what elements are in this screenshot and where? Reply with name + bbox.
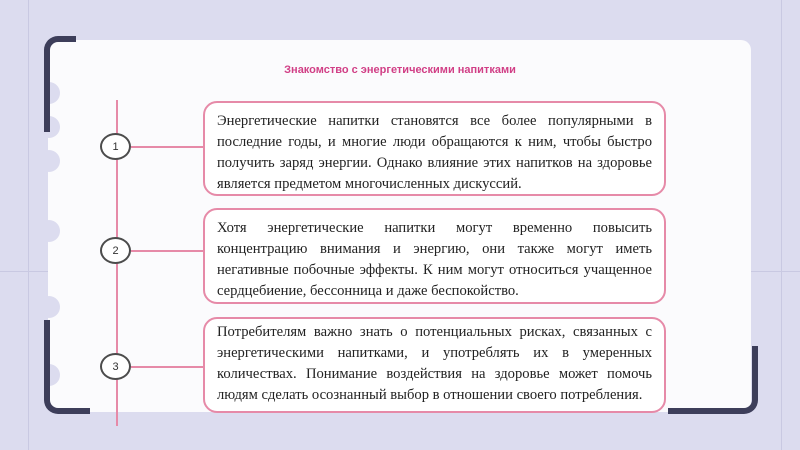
slide-title: Знакомство с энергетическими напитками bbox=[284, 64, 516, 76]
step-number-badge: 3 bbox=[100, 353, 131, 380]
step-text-box bbox=[203, 208, 666, 304]
notebook-hole bbox=[38, 296, 60, 318]
notebook-hole bbox=[38, 150, 60, 172]
corner-bracket-top-left bbox=[44, 36, 76, 132]
step-text-box bbox=[203, 317, 666, 413]
step-text: Хотя энергетические напитки могут временно повысить концентрацию внимания и энергию, они также могут иметь негативные побочные эффекты. К ним могут относиться учащенное сердцебиение, бессонница и даже беспокойство. bbox=[217, 220, 652, 299]
step-connector bbox=[131, 250, 203, 252]
step-connector bbox=[131, 146, 203, 148]
step-text: Энергетические напитки становятся все более популярными в последние годы, и многие люди обращаются к ним, чтобы быстро получить заряд энергии. Однако влияние этих напитков на здоровье является предметом многочисленных дискуссий. bbox=[217, 113, 652, 192]
step-number-badge: 1 bbox=[100, 133, 131, 160]
step-connector bbox=[131, 366, 203, 368]
background-guide-line bbox=[781, 0, 782, 450]
corner-bracket-bottom-left bbox=[44, 320, 90, 414]
step-number-badge: 2 bbox=[100, 237, 131, 264]
corner-bracket-bottom-right bbox=[668, 346, 758, 414]
step-text-box bbox=[203, 101, 666, 196]
background-guide-line bbox=[28, 0, 29, 450]
notebook-hole bbox=[38, 220, 60, 242]
step-text: Потребителям важно знать о потенциальных рисках, связанных с энергетическими напитками, и употреблять их в умеренных количествах. Понимание воздействия на здоровье может помочь людям сделать осознанный выбор в отношении своего потребления. bbox=[217, 324, 652, 403]
